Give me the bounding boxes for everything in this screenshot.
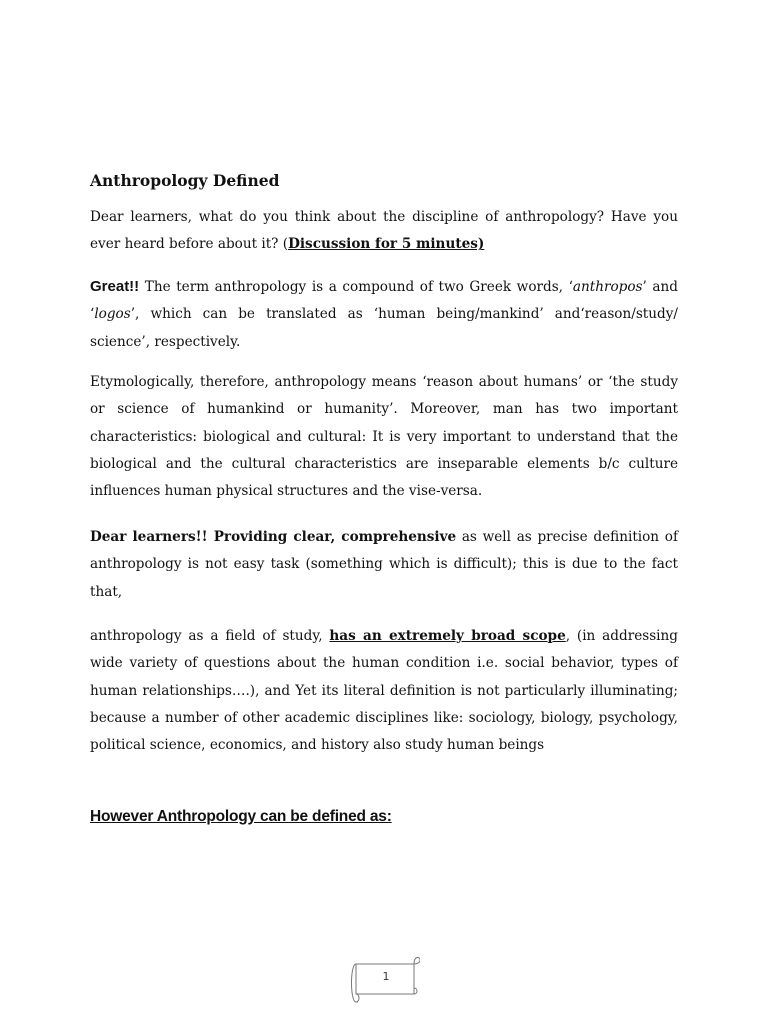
section-heading: Anthropology Defined bbox=[90, 171, 280, 190]
page-number: 1 bbox=[382, 970, 390, 983]
broad-scope-emphasis: has an extremely broad scope bbox=[329, 628, 566, 644]
broad-scope-text-2: , (in addressing wide variety of questions about the human condition i.e. social behavior, types of human relationships….), and Yet its literal definition is not particularly illuminating; because a number of other academic disciplines like: sociology, biology, psychology, political science, economics, and history also study human beings bbox=[90, 628, 678, 754]
definition-subheading: However Anthropology can be defined as: bbox=[90, 808, 392, 825]
page-number-scroll bbox=[348, 952, 420, 1004]
term-logos: logos bbox=[94, 306, 131, 323]
paragraph-greek-words bbox=[90, 273, 678, 356]
paragraph-definition-difficulty bbox=[90, 524, 678, 606]
greek-text-3: ’, which can be translated as ‘human being/mankind’ and‘reason/study/ science’, respectively. bbox=[90, 306, 678, 350]
broad-scope-text-1: anthropology as a field of study, bbox=[90, 628, 330, 644]
greek-text-1: The term anthropology is a compound of two Greek words, ‘ bbox=[139, 279, 573, 295]
greek-text-2: ’ and ‘ bbox=[90, 279, 678, 323]
dear-learners-bold: Dear learners!! Providing clear, comprehensive bbox=[90, 529, 457, 545]
paragraph-etymology: Etymologically, therefore, anthropology means ‘reason about humans’ or ‘the study or science of humankind or humanity’. Moreover, man has two important characteristics: biological and cultural: It is very important to understand that the biological and the cultural characteristics are inseparable elements b/c culture influences human physical structures and the vise-versa. bbox=[90, 374, 678, 500]
great-exclamation: Great!! bbox=[90, 278, 140, 295]
paragraph-intro-question bbox=[90, 204, 678, 259]
definition-difficulty-text: as well as precise definition of anthropology is not easy task (something which is difficult); this is due to the fact that, bbox=[90, 529, 678, 600]
term-anthropos: anthropos bbox=[572, 279, 643, 295]
discussion-note: Discussion for 5 minutes) bbox=[288, 236, 485, 253]
paragraph-broad-scope bbox=[90, 623, 678, 759]
intro-question-text: Dear learners, what do you think about the discipline of anthropology? Have you ever heard before about it? ( bbox=[90, 209, 678, 253]
